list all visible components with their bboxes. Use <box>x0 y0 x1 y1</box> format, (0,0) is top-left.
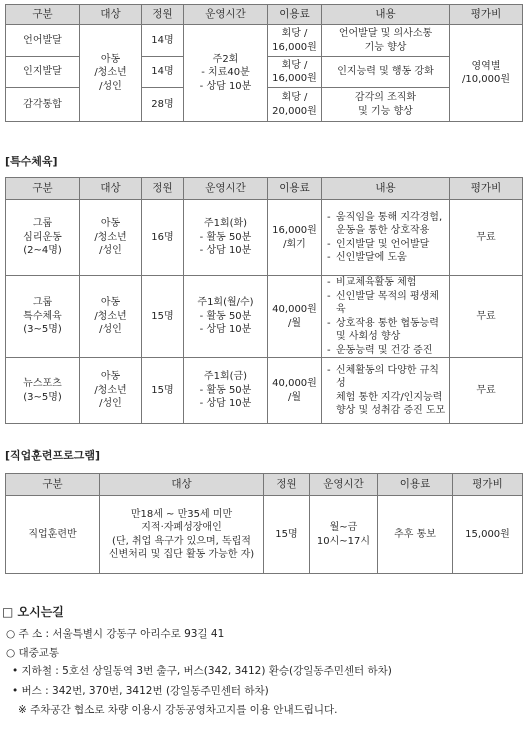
table-header <box>6 5 523 25</box>
table-row <box>6 200 523 276</box>
eval-cell: 15,000원 <box>453 496 523 574</box>
parking-note: ※ 주차공간 협소로 차량 이용시 강동공영차고지를 이용 안내드립니다. <box>18 704 338 716</box>
header-cell: 구분 <box>6 178 80 200</box>
fee-cell: 40,000원 /월 <box>268 358 322 424</box>
header-cell: 내용 <box>322 5 450 25</box>
time-cell: 주1회(금) - 활동 50분 - 상담 10분 <box>184 358 268 424</box>
fee-cell: 회당 / 20,000원 <box>268 88 322 122</box>
subway-line: • 지하철 : 5호선 상일동역 3번 출구, 버스(342, 3412) 환승(강일동주민센터 하차) <box>12 665 392 677</box>
eval-cell: 무료 <box>450 276 523 358</box>
header-cell: 정원 <box>142 5 184 25</box>
time-cell: 주2회 - 치료40분 - 상담 10분 <box>184 25 268 122</box>
fee-cell: 40,000원 /월 <box>268 276 322 358</box>
transit-title: ○ 대중교통 <box>6 647 60 659</box>
bus-line: • 버스 : 342번, 370번, 3412번 (강일동주민센터 하차) <box>12 685 269 697</box>
header-cell: 정원 <box>264 474 310 496</box>
header-cell: 구분 <box>6 5 80 25</box>
program-name: 직업훈련반 <box>6 496 100 574</box>
content-item: - 움직임을 통해 지각경험, 운동을 통한 상호작용 <box>336 211 447 238</box>
fee-cell: 16,000원 /회기 <box>268 200 322 276</box>
program-name: 인지발달 <box>6 57 80 88</box>
content-cell <box>322 200 450 276</box>
program-name: 뉴스포츠 (3~5명) <box>6 358 80 424</box>
table-header <box>6 178 523 200</box>
eval-cell: 영역별 /10,000원 <box>450 25 523 122</box>
header-cell: 정원 <box>142 178 184 200</box>
program-name: 감각통합 <box>6 88 80 122</box>
program-name: 언어발달 <box>6 25 80 57</box>
header-cell: 이용료 <box>378 474 453 496</box>
fee-cell: 회당 / 16,000원 <box>268 57 322 88</box>
directions-title: □ 오시는길 <box>2 605 64 619</box>
content-cell: 언어발달 및 의사소통 기능 향상 <box>322 25 450 57</box>
content-item: - 비교체육활동 체험 <box>336 276 447 290</box>
target-cell: 만18세 ~ 만35세 미만 지적·자폐성장애인 (단, 취업 욕구가 있으며, 독립적 신변처리 및 집단 활동 가능한 자) <box>100 496 264 574</box>
target-cell: 아동 /청소년 /성인 <box>80 276 142 358</box>
header-cell: 이용료 <box>268 5 322 25</box>
header-cell: 내용 <box>322 178 450 200</box>
header-cell: 구분 <box>6 474 100 496</box>
content-cell: 인지능력 및 행동 강화 <box>322 57 450 88</box>
fee-cell: 추후 통보 <box>378 496 453 574</box>
section-title-special-pe: [특수체육] <box>5 155 58 168</box>
target-cell: 아동 /청소년 /성인 <box>80 25 142 122</box>
program-name: 그룹 특수체육 (3~5명) <box>6 276 80 358</box>
eval-cell: 무료 <box>450 358 523 424</box>
header-cell: 대상 <box>100 474 264 496</box>
content-item: - 인지발달 및 언어발달 <box>336 238 447 252</box>
content-item: - 신인발달에 도움 <box>336 251 447 265</box>
content-item: - 신인발달 목적의 평생체육 <box>336 290 447 317</box>
special-pe-table <box>5 177 523 424</box>
time-cell: 주1회(화) - 활동 50분 - 상담 10분 <box>184 200 268 276</box>
header-cell: 운영시간 <box>310 474 378 496</box>
target-cell: 아동 /청소년 /성인 <box>80 358 142 424</box>
content-item: - 운동능력 및 건강 증진 <box>336 344 447 358</box>
table-row <box>6 25 523 57</box>
capacity-cell: 14명 <box>142 57 184 88</box>
header-cell: 평가비 <box>450 178 523 200</box>
capacity-cell: 15명 <box>264 496 310 574</box>
header-cell: 운영시간 <box>184 5 268 25</box>
capacity-cell: 14명 <box>142 25 184 57</box>
table-row <box>6 496 523 574</box>
section-title-vocational: [직업훈련프로그램] <box>5 449 101 462</box>
time-cell: 주1회(월/수) - 활동 50분 - 상담 10분 <box>184 276 268 358</box>
time-cell: 월~금 10시~17시 <box>310 496 378 574</box>
target-cell: 아동 /청소년 /성인 <box>80 200 142 276</box>
capacity-cell: 16명 <box>142 200 184 276</box>
program-name: 그룹 심리운동 (2~4명) <box>6 200 80 276</box>
content-item: - 상호작용 통한 협동능력 및 사회성 향상 <box>336 317 447 344</box>
capacity-cell: 28명 <box>142 88 184 122</box>
table-row <box>6 358 523 424</box>
header-cell: 운영시간 <box>184 178 268 200</box>
header-cell: 평가비 <box>453 474 523 496</box>
capacity-cell: 15명 <box>142 276 184 358</box>
address-line: ○ 주 소 : 서울특별시 강동구 아리수로 93길 41 <box>6 628 225 640</box>
header-cell: 대상 <box>80 178 142 200</box>
content-item: - 신체활동의 다양한 규칙성 체험 통한 지각/인지능력 향상 및 성취감 증진 도모 <box>336 364 447 418</box>
fee-cell: 회당 / 16,000원 <box>268 25 322 57</box>
content-cell <box>322 276 450 358</box>
capacity-cell: 15명 <box>142 358 184 424</box>
header-cell: 이용료 <box>268 178 322 200</box>
table-header <box>6 474 523 496</box>
eval-cell: 무료 <box>450 200 523 276</box>
header-cell: 대상 <box>80 5 142 25</box>
content-cell: 감각의 조직화 및 기능 향상 <box>322 88 450 122</box>
content-cell <box>322 358 450 424</box>
therapy-table <box>5 4 523 122</box>
table-row <box>6 276 523 358</box>
header-cell: 평가비 <box>450 5 523 25</box>
vocational-table <box>5 473 523 574</box>
